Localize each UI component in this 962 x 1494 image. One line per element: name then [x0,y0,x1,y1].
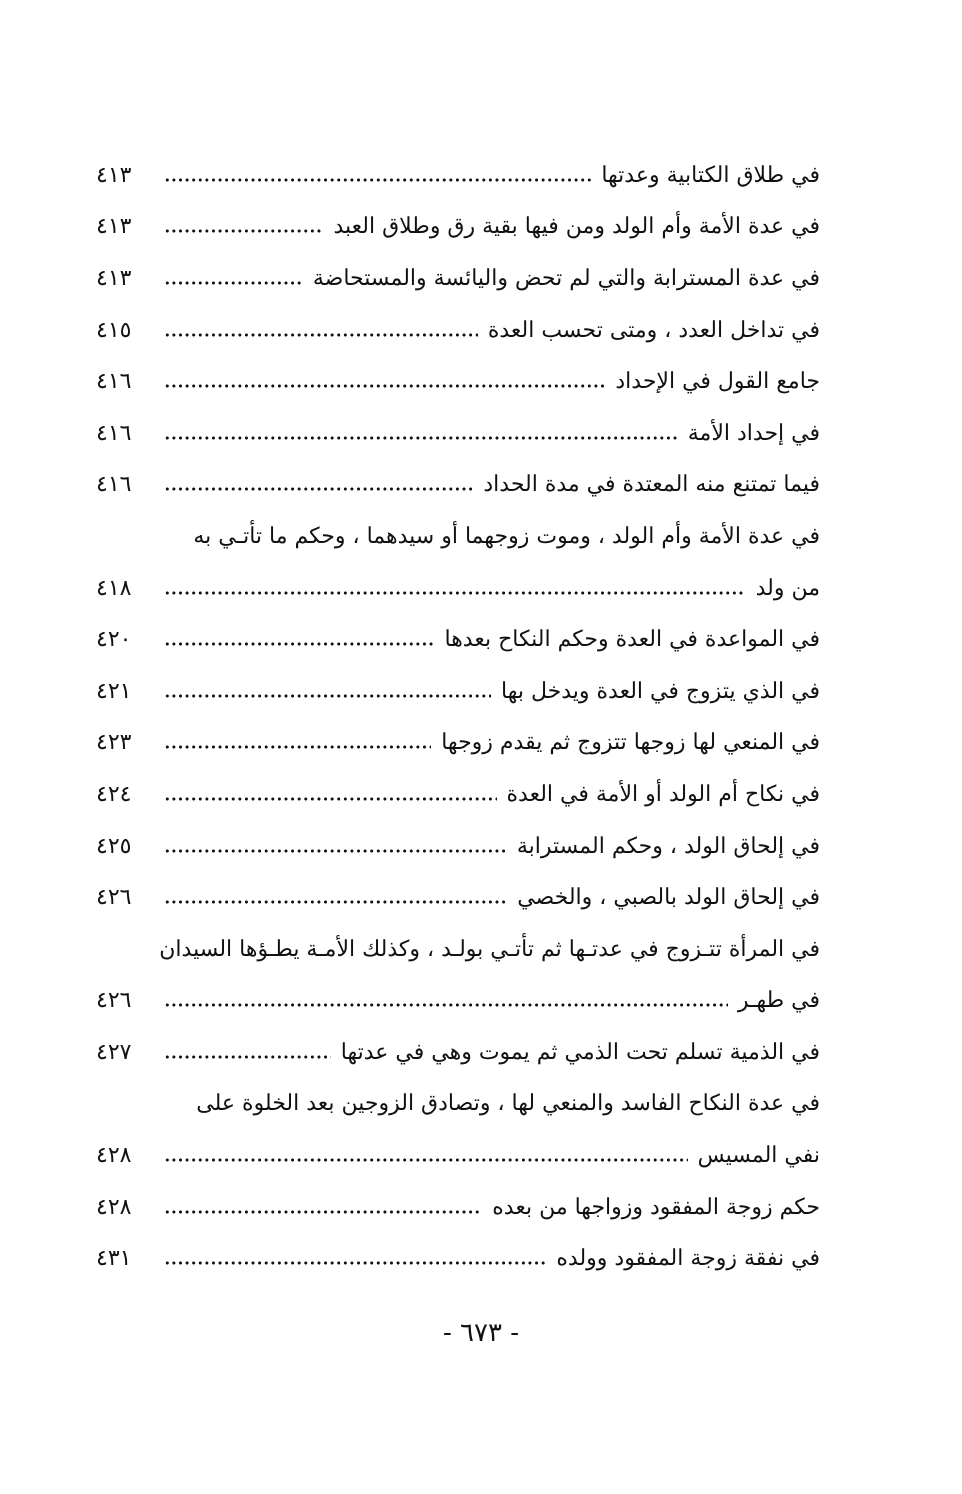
toc-entry [96,253,820,305]
dot-leader [164,639,435,649]
entry-page: ٤٣١ [96,1246,132,1272]
toc-entry [96,356,820,408]
entry-title: نفي المسيس [697,1143,820,1169]
toc-entry [96,460,820,512]
dot-leader [164,1207,482,1217]
toc-entry [96,1130,820,1182]
dot-leader [164,330,478,340]
toc-entry [96,202,820,254]
dot-leader [164,1258,546,1268]
entry-page: ٤٢٥ [96,833,132,859]
entry-title: في عدة المسترابة والتي لم تحض واليائسة والمستحاضة [312,265,820,291]
toc-entry [96,872,820,924]
entry-page: ٤١٦ [96,369,132,395]
entry-page: ٤٢٦ [96,885,132,911]
dot-leader [164,1052,331,1062]
entry-title: في نفقة زوجة المفقود وولده [556,1246,820,1272]
entry-title: في عدة الأمة وأم الولد ومن فيها بقية رق وطلاق العبد [333,214,820,240]
dot-leader [164,433,678,443]
toc-entry [96,1182,820,1234]
entry-page: ٤٢٠ [96,627,132,653]
dot-leader [164,175,591,185]
entry-title: حكم زوجة المفقود وزواجها من بعده [492,1194,820,1220]
dot-leader [164,381,605,391]
toc-entry [96,718,820,770]
entry-page: ٤١٣ [96,162,132,188]
entry-page: ٤١٨ [96,575,132,601]
dot-leader [164,794,497,804]
toc-entry [96,150,820,202]
entry-title: في إلحاق الولد بالصبي ، والخصي [517,885,820,911]
toc-entry [96,769,820,821]
entry-title: في طلاق الكتابية وعدتها [601,162,820,188]
toc-entry [96,1027,820,1079]
toc-entry [96,666,820,718]
entry-title: في إلحاق الولد ، وحكم المسترابة [516,833,820,859]
entry-title: في إحداد الأمة [687,420,820,446]
toc-entry [96,1233,820,1285]
entry-page: ٤٢٧ [96,1039,132,1065]
entry-page: ٤١٣ [96,214,132,240]
entry-title: في المنعي لها زوجها تتزوج ثم يقدم زوجها [441,730,820,756]
entry-title: في عدة النكاح الفاسد والمنعي لها ، وتصادق الزوجين بعد الخلوة على [196,1091,820,1117]
entry-title: في الذمية تسلم تحت الذمي ثم يموت وهي في عدتها [340,1039,820,1065]
entry-title: في الذي يتزوج في العدة ويدخل بها [501,678,820,704]
entry-page: ٤٢٨ [96,1194,132,1220]
dot-leader [164,484,473,494]
dot-leader [164,846,507,856]
entry-page: ٤١٦ [96,420,132,446]
dot-leader [164,588,746,598]
entry-title: في المرأة تتـزوج في عدتـها ثم تأتـي بولـد ، وكذلك الأمـة يطـؤها السيدان [159,936,820,962]
entry-page: ٤٢٦ [96,988,132,1014]
toc-entry-first-line [96,511,820,563]
page-number: - ٦٧٣ - [442,1318,520,1348]
toc-entry-first-line [96,1079,820,1131]
entry-page: ٤٢٨ [96,1143,132,1169]
dot-leader [164,1155,688,1165]
toc-entry-first-line [96,924,820,976]
entry-page: ٤١٦ [96,472,132,498]
entry-title: فيما تمتنع منه المعتدة في مدة الحداد [483,472,820,498]
entry-page: ٤١٥ [96,317,132,343]
entry-title: في المواعدة في العدة وحكم النكاح بعدها [444,627,820,653]
toc-entry [96,821,820,873]
entry-title: في عدة الأمة وأم الولد ، وموت زوجهما أو سيدهما ، وحكم ما تأتـي به [193,523,820,549]
entry-page: ٤١٣ [96,265,132,291]
dot-leader [164,742,431,752]
dot-leader [164,1000,728,1010]
dot-leader [164,897,507,907]
dot-leader [164,691,491,701]
entry-title: في نكاح أم الولد أو الأمة في العدة [506,781,820,807]
table-of-contents [96,150,820,1285]
toc-entry [96,976,820,1028]
toc-entry [96,305,820,357]
entry-page: ٤٢١ [96,678,132,704]
entry-page: ٤٢٣ [96,730,132,756]
toc-entry [96,614,820,666]
entry-title: في تداخل العدد ، ومتى تحسب العدة [487,317,820,343]
toc-entry [96,563,820,615]
toc-entry [96,408,820,460]
dot-leader [164,278,303,288]
entry-title: في طهـر [737,988,820,1014]
entry-page: ٤٢٤ [96,781,132,807]
entry-title: جامع القول في الإحداد [615,369,820,395]
dot-leader [164,226,324,236]
entry-title: من ولد [755,575,820,601]
